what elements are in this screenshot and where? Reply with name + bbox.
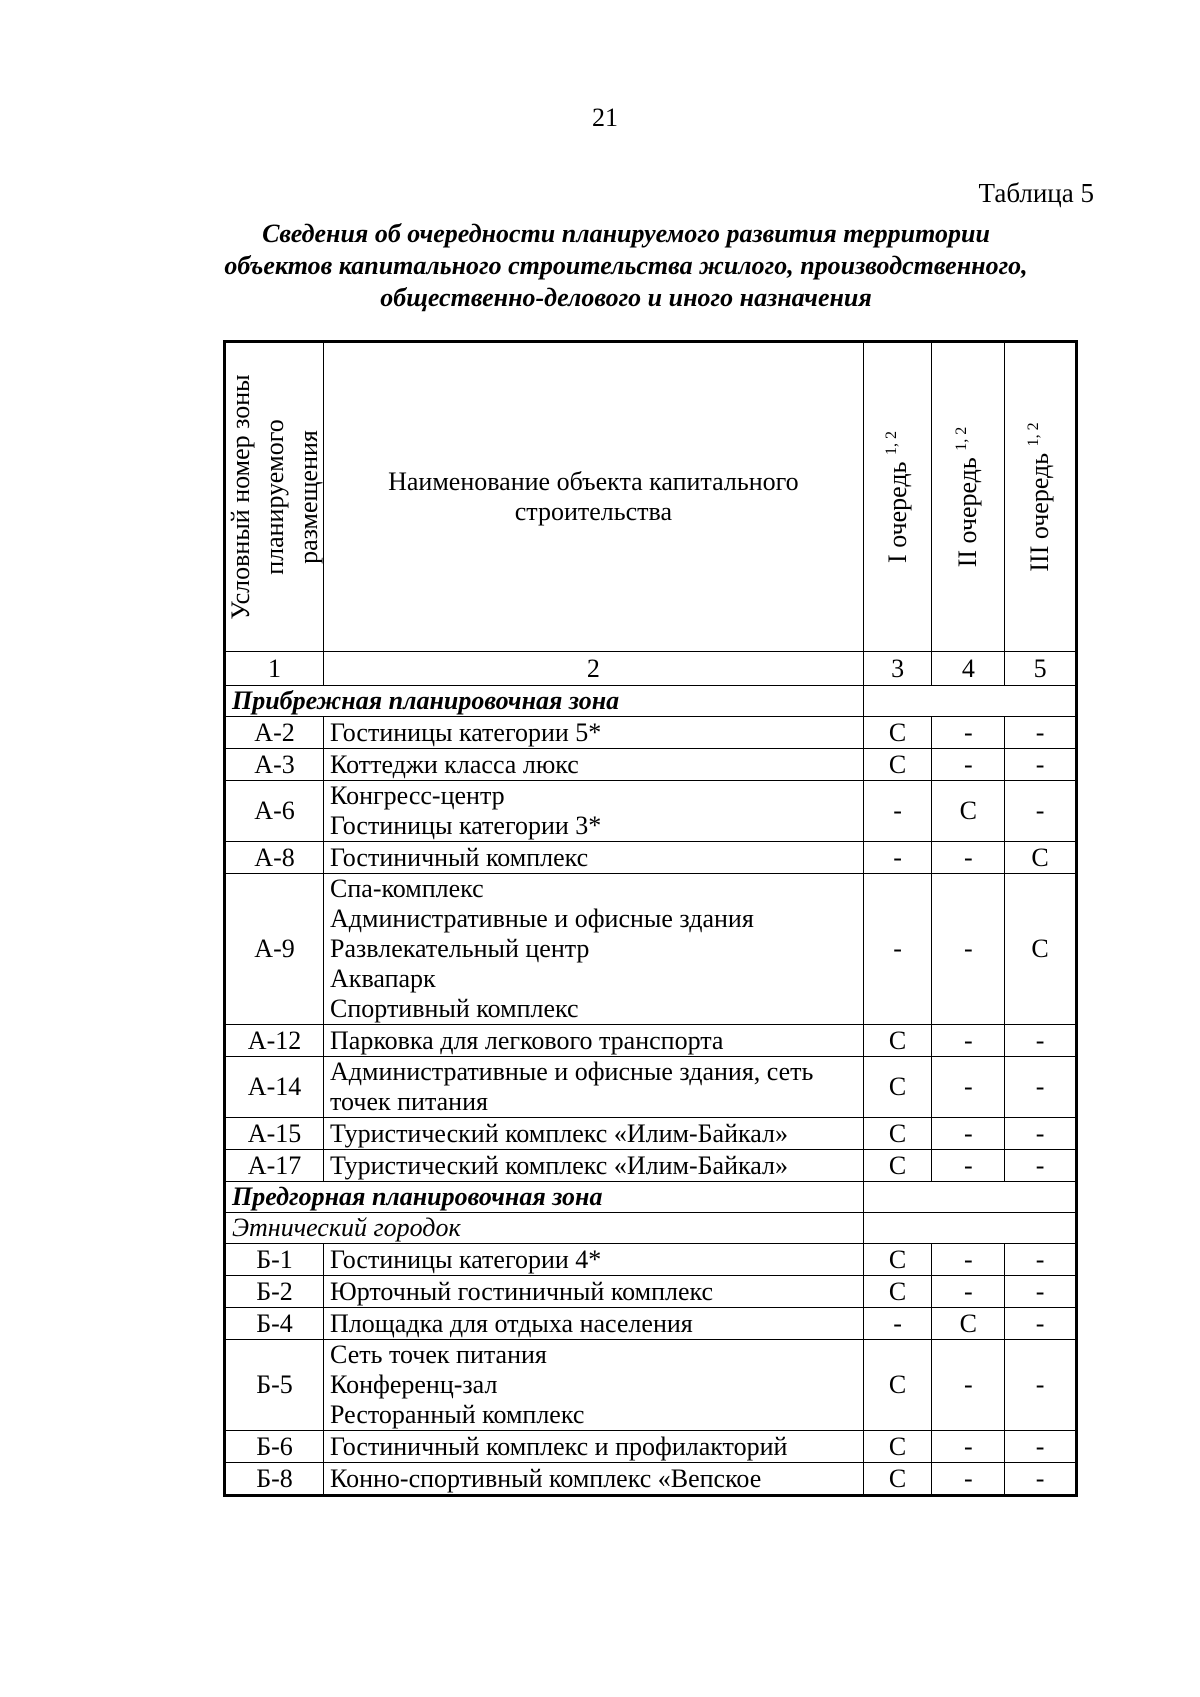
- stage-2-mark: -: [932, 749, 1005, 781]
- table-row: [225, 781, 1077, 842]
- table-row: [225, 1276, 1077, 1308]
- stage-3-mark: -: [1005, 1276, 1077, 1308]
- stage-3-mark: -: [1005, 1340, 1077, 1431]
- object-name: Аквапарк: [330, 964, 436, 993]
- zone-subtitle: Этнический городок: [225, 1213, 864, 1244]
- zone-header-row: [225, 1182, 1077, 1213]
- stage-2-mark: -: [932, 842, 1005, 874]
- stage-3-mark: -: [1005, 1025, 1077, 1057]
- zone-code: А-2: [225, 717, 324, 749]
- zone-code: Б-2: [225, 1276, 324, 1308]
- stage-1-mark: С: [863, 717, 932, 749]
- object-name: Гостиничный комплекс и профилакторий: [330, 1431, 788, 1461]
- stage-2-mark: -: [932, 1340, 1005, 1431]
- column-number: 3: [863, 652, 932, 686]
- stage-2-mark: -: [932, 1057, 1005, 1118]
- table-row: [225, 1431, 1077, 1463]
- stage-2-mark: -: [932, 1025, 1005, 1057]
- table-row: [225, 1150, 1077, 1182]
- table-row: [225, 842, 1077, 874]
- stage-2-mark: С: [932, 1308, 1005, 1340]
- zone-title: Предгорная планировочная зона: [225, 1182, 864, 1213]
- stage-2-mark: -: [932, 874, 1005, 1025]
- table-row: [225, 749, 1077, 781]
- header-stage-1: I очередь $^{1, 2}$: [863, 342, 932, 652]
- stage-2-mark: -: [932, 1276, 1005, 1308]
- object-name: Спортивный комплекс: [330, 994, 579, 1023]
- header-stage-3: III очередь $^{1, 2}$: [1005, 342, 1077, 652]
- stage-3-mark: -: [1005, 1150, 1077, 1182]
- object-name-cell: [324, 717, 864, 749]
- zone-code: А-9: [225, 874, 324, 1025]
- object-name-cell: [324, 1463, 864, 1496]
- document-title: [160, 218, 1092, 314]
- object-name: Спа-комплекс: [330, 874, 484, 903]
- object-name: Гостиницы категории 4*: [330, 1244, 602, 1274]
- object-name: Гостиницы категории 5*: [330, 717, 602, 747]
- stage-3-mark: -: [1005, 1118, 1077, 1150]
- table-row: [225, 1340, 1077, 1431]
- table-row: [225, 717, 1077, 749]
- zone-title: Прибрежная планировочная зона: [225, 686, 864, 717]
- stage-3-mark: -: [1005, 717, 1077, 749]
- stage-1-mark: С: [863, 1340, 932, 1431]
- object-name: Административные и офисные здания: [330, 904, 754, 933]
- stage-1-mark: С: [863, 1150, 932, 1182]
- header-zone-number: [225, 342, 324, 652]
- stage-3-mark: -: [1005, 749, 1077, 781]
- object-name: точек питания: [330, 1087, 488, 1116]
- stage-2-mark: -: [932, 1431, 1005, 1463]
- table-row: [225, 1025, 1077, 1057]
- zone-empty-cell: [863, 1213, 1076, 1244]
- stage-1-mark: С: [863, 1431, 932, 1463]
- header-zone-number-line: Условный номер зоны: [225, 374, 255, 620]
- stage-2-mark: -: [932, 1118, 1005, 1150]
- stage-3-mark: -: [1005, 1057, 1077, 1118]
- stage-1-mark: С: [863, 1276, 932, 1308]
- stage-1-mark: С: [863, 1244, 932, 1276]
- stage-3-mark: -: [1005, 1244, 1077, 1276]
- zone-code: Б-5: [225, 1340, 324, 1431]
- header-row: [225, 342, 1077, 652]
- object-name-cell: [324, 1308, 864, 1340]
- schedule-table: [223, 340, 1078, 1497]
- object-name: Гостиницы категории 3*: [330, 811, 602, 840]
- stage-1-mark: С: [863, 1463, 932, 1496]
- stage-2-mark: -: [932, 1150, 1005, 1182]
- object-name-cell: [324, 1276, 864, 1308]
- zone-code: Б-8: [225, 1463, 324, 1496]
- object-name: Туристический комплекс «Илим-Байкал»: [330, 1118, 788, 1148]
- table-row: [225, 1308, 1077, 1340]
- stage-1-mark: -: [863, 874, 932, 1025]
- stage-3-mark: -: [1005, 1308, 1077, 1340]
- zone-header-row: [225, 686, 1077, 717]
- object-name: Туристический комплекс «Илим-Байкал»: [330, 1150, 788, 1180]
- page-number: 21: [592, 103, 618, 132]
- stage-1-mark: С: [863, 1057, 932, 1118]
- object-name: Конгресс-центр: [330, 781, 505, 810]
- footnote-ref: 1, 2: [882, 431, 900, 456]
- table-row: [225, 1463, 1077, 1496]
- stage-3-mark: С: [1005, 874, 1077, 1025]
- object-name: Коттеджи класса люкс: [330, 749, 579, 779]
- column-number: 2: [324, 652, 864, 686]
- stage-1-mark: -: [863, 1308, 932, 1340]
- header-object-name: [324, 342, 864, 652]
- stage-1-mark: -: [863, 842, 932, 874]
- object-name: Площадка для отдыха населения: [330, 1308, 693, 1338]
- stage-3-mark: С: [1005, 842, 1077, 874]
- zone-code: А-6: [225, 781, 324, 842]
- header-object-name-line: строительства: [514, 497, 672, 526]
- stage-3-mark: -: [1005, 781, 1077, 842]
- object-name-cell: [324, 1057, 864, 1118]
- object-name: Парковка для легкового транспорта: [330, 1025, 724, 1055]
- table-label: Таблица 5: [978, 178, 1094, 208]
- zone-code: А-3: [225, 749, 324, 781]
- zone-code: А-14: [225, 1057, 324, 1118]
- stage-2-mark: -: [932, 717, 1005, 749]
- stage-1-mark: С: [863, 1118, 932, 1150]
- zone-code: Б-1: [225, 1244, 324, 1276]
- header-object-name-line: Наименование объекта капитального: [388, 467, 799, 496]
- stage-2-mark: С: [932, 781, 1005, 842]
- object-name: Развлекательный центр: [330, 934, 590, 963]
- object-name: Юрточный гостиничный комплекс: [330, 1276, 714, 1306]
- object-name-cell: [324, 1244, 864, 1276]
- zone-code: А-17: [225, 1150, 324, 1182]
- zone-empty-cell: [863, 1182, 1076, 1213]
- column-number-row: [225, 652, 1077, 686]
- object-name: Конно-спортивный комплекс «Вепское: [330, 1463, 762, 1493]
- zone-empty-cell: [863, 686, 1076, 717]
- column-number: 5: [1005, 652, 1077, 686]
- table-row: [225, 874, 1077, 1025]
- object-name: Ресторанный комплекс: [330, 1400, 585, 1429]
- object-name-cell: [324, 1118, 864, 1150]
- object-name-cell: [324, 842, 864, 874]
- header-zone-number-line: размещения: [293, 430, 323, 564]
- title-line: Сведения об очередности планируемого развития территории: [262, 219, 990, 248]
- stage-2-mark: -: [932, 1463, 1005, 1496]
- stage-1-mark: С: [863, 1025, 932, 1057]
- title-line: общественно-делового и иного назначения: [380, 283, 872, 312]
- zone-code: Б-4: [225, 1308, 324, 1340]
- stage-3-mark: -: [1005, 1431, 1077, 1463]
- stage-2-mark: -: [932, 1244, 1005, 1276]
- zone-code: Б-6: [225, 1431, 324, 1463]
- object-name: Гостиничный комплекс: [330, 842, 589, 872]
- footnote-ref: 1, 2: [953, 426, 971, 451]
- object-name-cell: [324, 1150, 864, 1182]
- object-name: Конференц-зал: [330, 1370, 498, 1399]
- table-row: [225, 1057, 1077, 1118]
- object-name-cell: [324, 1025, 864, 1057]
- footnote-ref: 1, 2: [1025, 422, 1043, 447]
- object-name-cell: [324, 1431, 864, 1463]
- object-name-cell: [324, 781, 864, 842]
- object-name: Сеть точек питания: [330, 1340, 547, 1369]
- object-name: Административные и офисные здания, сеть: [330, 1057, 814, 1086]
- header-zone-number-line: планируемого: [259, 419, 289, 575]
- stage-1-mark: С: [863, 749, 932, 781]
- zone-code: А-8: [225, 842, 324, 874]
- object-name-cell: [324, 874, 864, 1025]
- zone-subtitle-row: [225, 1213, 1077, 1244]
- table-row: [225, 1118, 1077, 1150]
- stage-3-mark: -: [1005, 1463, 1077, 1496]
- object-name-cell: [324, 749, 864, 781]
- zone-code: А-12: [225, 1025, 324, 1057]
- zone-code: А-15: [225, 1118, 324, 1150]
- object-name-cell: [324, 1340, 864, 1431]
- column-number: 1: [225, 652, 324, 686]
- table-row: [225, 1244, 1077, 1276]
- title-line: объектов капитального строительства жилого, производственного,: [224, 251, 1028, 280]
- header-stage-2: II очередь $^{1, 2}$: [932, 342, 1005, 652]
- column-number: 4: [932, 652, 1005, 686]
- stage-1-mark: -: [863, 781, 932, 842]
